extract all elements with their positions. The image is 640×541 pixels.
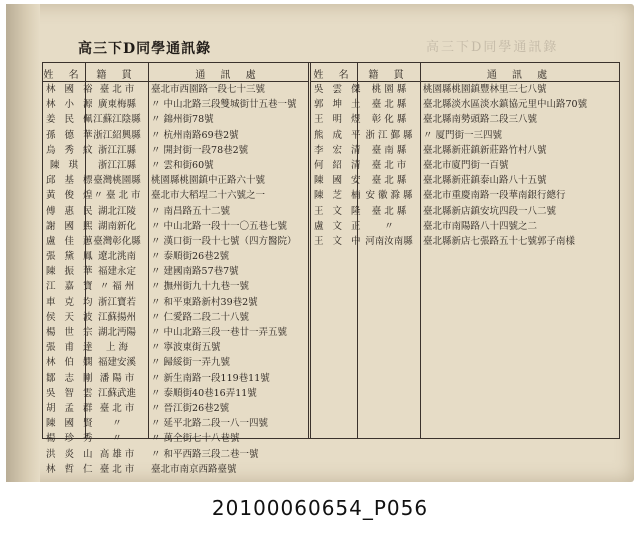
student-name: 陳 國 安 xyxy=(314,175,364,187)
table-row xyxy=(43,97,308,112)
native-place: 安 徽 滁 縣 xyxy=(365,190,413,202)
mailing-address: 〃 南昌路五十二號 xyxy=(151,205,231,217)
address-table xyxy=(42,62,620,475)
student-name: 侯 天 波 xyxy=(46,311,96,323)
scanned-page xyxy=(6,4,634,482)
table-row xyxy=(43,112,308,127)
native-place: 臺 北 市 xyxy=(371,159,407,171)
native-place: 湖南新化 xyxy=(97,220,136,232)
mailing-address: 臺北市大稻埕二十六號之一 xyxy=(151,190,266,202)
native-place: 臺 北 縣 xyxy=(371,175,407,187)
mailing-address: 臺北縣淡水區淡水鎮協元里中山路70號 xyxy=(423,99,588,111)
mailing-address: 〃 和平西路三段二巷一號 xyxy=(151,448,259,460)
mailing-address: 〃 漢口街一段十七號（四方醫院） xyxy=(151,235,297,247)
table-row xyxy=(311,219,619,234)
student-name: 車 克 均 xyxy=(46,296,96,308)
table-row xyxy=(43,219,308,234)
table-row xyxy=(43,401,308,416)
mailing-address: 〃 泰順街40巷16弄11號 xyxy=(151,387,257,399)
table-row xyxy=(43,188,308,203)
table-row xyxy=(43,264,308,279)
native-place: 臺灣桃園縣 xyxy=(93,175,141,187)
table-row xyxy=(43,279,308,294)
native-place: 臺 北 縣 xyxy=(371,99,407,111)
student-name: 何 紹 清 xyxy=(314,159,364,171)
student-name: 楊 世 宗 xyxy=(46,327,96,338)
student-name: 黃 俊 煌 xyxy=(46,190,96,202)
mailing-address: 〃 泰順街26巷2號 xyxy=(151,251,230,263)
table-row xyxy=(43,234,308,249)
native-place: 臺 北 市 xyxy=(99,463,135,475)
table-row xyxy=(43,249,308,264)
student-name: 王 文 隆 xyxy=(314,205,364,217)
student-name: 張 黛 鳳 xyxy=(46,251,96,263)
student-name: 盧 佳 蕙 xyxy=(46,235,96,247)
native-place: 臺 南 縣 xyxy=(371,144,407,156)
header-name: 姓 名 xyxy=(43,70,85,81)
table-row xyxy=(43,447,308,462)
student-name: 陳 振 華 xyxy=(46,266,96,278)
native-place: 湖北江陵 xyxy=(97,205,136,217)
mailing-address: 臺北縣南勢頭路二段三八號 xyxy=(423,114,538,126)
student-name: 孫 德 華 xyxy=(46,129,96,141)
native-place: 浙江紹興縣 xyxy=(93,129,141,141)
native-place: 福建永定 xyxy=(97,266,136,278)
table-row xyxy=(311,82,619,97)
table-row xyxy=(311,158,619,173)
bleed-through-text: 高三下D同學通訊錄 xyxy=(426,40,559,55)
student-name: 林 小 源 xyxy=(46,99,96,111)
table-row xyxy=(311,204,619,219)
student-name: 林 伯 嫻 xyxy=(46,357,96,369)
student-name: 熊 成 平 xyxy=(314,129,364,141)
table-row xyxy=(311,234,619,249)
native-place: 潘 陽 市 xyxy=(99,372,135,384)
student-name: 林 哲 仁 xyxy=(46,463,96,475)
student-name: 王 文 中 xyxy=(314,235,364,247)
mailing-address: 臺北市南京西路臺號 xyxy=(151,463,237,475)
mailing-address: 〃 歸綏街一弄九號 xyxy=(151,357,231,369)
native-place: 廣東梅縣 xyxy=(97,99,136,111)
student-name: 陳 琪 xyxy=(49,159,82,171)
native-place: 臺 北 縣 xyxy=(371,205,407,217)
mailing-address: 臺北市西園路一段七十三號 xyxy=(151,84,266,95)
table-row xyxy=(311,143,619,158)
table-row xyxy=(43,310,308,325)
archive-id: 20100060654_P056 xyxy=(211,496,429,520)
mailing-address: 臺北市南陽路八十四號之二 xyxy=(423,220,538,232)
student-name: 洪 炎 山 xyxy=(46,448,96,460)
mailing-address: 〃 杭州南路69巷2號 xyxy=(151,129,239,141)
student-name: 姜 民 佩 xyxy=(46,114,96,126)
native-place: 〃 臺 北 市 xyxy=(93,190,141,202)
header-address: 通 訊 處 xyxy=(486,70,554,81)
student-name: 郭 坤 土 xyxy=(314,99,364,111)
table-row xyxy=(43,82,308,97)
mailing-address: 臺北縣新莊鎮新莊路竹村八號 xyxy=(423,144,547,156)
student-name: 謝 國 熙 xyxy=(46,220,96,232)
native-place: 〃 福 州 xyxy=(99,281,135,293)
student-name: 胡 孟 群 xyxy=(46,402,96,414)
table-row xyxy=(311,97,619,112)
native-place: 〃 xyxy=(112,433,122,445)
table-row xyxy=(43,204,308,219)
mailing-address: 〃 雲和街60號 xyxy=(151,159,214,171)
native-place: 浙 江 鄞 縣 xyxy=(365,129,413,141)
student-name: 鄒 志 剛 xyxy=(46,372,96,384)
native-place: 上 海 xyxy=(105,342,129,354)
student-name: 傅 惠 民 xyxy=(46,205,96,217)
student-name: 陳 芝 楠 xyxy=(314,190,364,202)
mailing-address: 臺北市重慶南路一段華南銀行總行 xyxy=(423,190,566,202)
table-row xyxy=(43,158,308,173)
mailing-address: 〃 中山北路三段雙城街廿五巷一號 xyxy=(151,99,297,111)
book-spine xyxy=(6,4,40,482)
native-place: 〃 xyxy=(384,220,394,232)
mailing-address: 〃 建國南路57巷7號 xyxy=(151,266,239,278)
table-row xyxy=(43,371,308,386)
mailing-address: 〃 開封街一段78巷2號 xyxy=(151,144,249,156)
table-row xyxy=(43,340,308,355)
header-name: 姓 名 xyxy=(313,70,355,81)
student-name: 吳 雲 傑 xyxy=(314,84,364,95)
native-place: 福建安溪 xyxy=(97,357,136,369)
header-origin: 籍 貫 xyxy=(368,70,410,81)
table-row xyxy=(43,386,308,401)
page-title: 高三下D同學通訊錄 xyxy=(78,41,212,57)
native-place: 湖北沔陽 xyxy=(97,327,136,338)
table-row xyxy=(311,112,619,127)
left-table-section xyxy=(43,63,308,475)
student-name: 江 嘉 寶 xyxy=(46,281,96,293)
native-place: 江蘇江陰縣 xyxy=(93,114,141,126)
native-place: 彰 化 縣 xyxy=(371,114,407,126)
header-origin: 籍 貫 xyxy=(96,70,138,81)
native-place: 〃 xyxy=(112,418,122,430)
native-place: 臺灣彰化縣 xyxy=(93,235,141,247)
mailing-address: 臺北縣新莊鎮泰山路八十五號 xyxy=(423,175,547,187)
mailing-address: 〃 撫州街九十九巷一號 xyxy=(151,281,250,293)
mailing-address: 〃 和平東路新村39巷2號 xyxy=(151,296,258,308)
mailing-address: 〃 中山北路三段一巷廿一弄五號 xyxy=(151,327,288,338)
header-address: 通 訊 處 xyxy=(195,70,262,81)
mailing-address: 〃 延平北路二段一八一四號 xyxy=(151,418,269,430)
table-row xyxy=(43,462,308,477)
mailing-address: 〃 新生南路一段119巷11號 xyxy=(151,372,270,384)
table-row xyxy=(43,295,308,310)
mailing-address: 〃 晉江街26巷2號 xyxy=(151,402,230,414)
table-row xyxy=(311,188,619,203)
student-name: 邱 基 標 xyxy=(46,175,96,187)
table-row xyxy=(43,416,308,431)
native-place: 江蘇武進 xyxy=(97,387,136,399)
mailing-address: 〃 仁愛路二段二十八號 xyxy=(151,311,250,323)
table-row xyxy=(43,143,308,158)
mailing-address: 〃 寧波東街五號 xyxy=(151,342,221,354)
student-name: 王 明 煜 xyxy=(314,114,364,126)
left-header-row xyxy=(43,63,308,82)
mailing-address: 臺北市廈門街一百號 xyxy=(423,159,509,171)
student-name: 烏 秀 紋 xyxy=(46,144,96,156)
table-row xyxy=(311,128,619,143)
mailing-address: 桃園縣桃園鎮中正路六十號 xyxy=(151,175,266,187)
mailing-address: 〃 中山北路一段十一〇五巷七號 xyxy=(151,220,288,232)
native-place: 高 雄 市 xyxy=(99,448,135,460)
mailing-address: 〃 厦門街一三四號 xyxy=(423,129,503,141)
mailing-address: 桃園縣桃園鎮豐林里三七八號 xyxy=(423,84,547,95)
table-row xyxy=(43,355,308,370)
student-name: 盧 文 正 xyxy=(314,220,364,232)
native-place: 臺 北 市 xyxy=(99,402,135,414)
native-place: 桃 園 縣 xyxy=(371,84,407,95)
left-rows xyxy=(43,82,308,477)
table-row xyxy=(311,173,619,188)
right-table-section xyxy=(311,63,619,438)
native-place: 臺 北 市 xyxy=(99,84,135,95)
native-place: 浙江寶若 xyxy=(97,296,136,308)
mailing-address: 臺北縣新店鎮安坑四段一八二號 xyxy=(423,205,557,217)
table-row xyxy=(43,431,308,446)
student-name: 吳 智 雲 xyxy=(46,387,96,399)
mailing-address: 〃 錦州街78號 xyxy=(151,114,214,126)
student-name: 陳 國 賢 xyxy=(46,418,96,430)
native-place: 遼北洮南 xyxy=(97,251,136,263)
table-row xyxy=(43,128,308,143)
student-name: 張 甫 達 xyxy=(46,342,96,354)
table-row xyxy=(43,173,308,188)
mailing-address: 臺北縣新店七張路五十七號郭子南樣 xyxy=(423,235,576,247)
native-place: 浙江江縣 xyxy=(97,159,136,171)
native-place: 河南汝南縣 xyxy=(365,235,413,247)
table-row xyxy=(43,325,308,340)
native-place: 江蘇揚州 xyxy=(97,311,136,323)
native-place: 浙江江縣 xyxy=(97,144,136,156)
mailing-address: 〃 萬全街七十八巷號 xyxy=(151,433,240,445)
right-rows xyxy=(311,82,619,249)
student-name: 林 國 裕 xyxy=(46,84,96,95)
student-name: 李 宏 清 xyxy=(314,144,364,156)
student-name: 楊 珍 秀 xyxy=(46,433,96,445)
